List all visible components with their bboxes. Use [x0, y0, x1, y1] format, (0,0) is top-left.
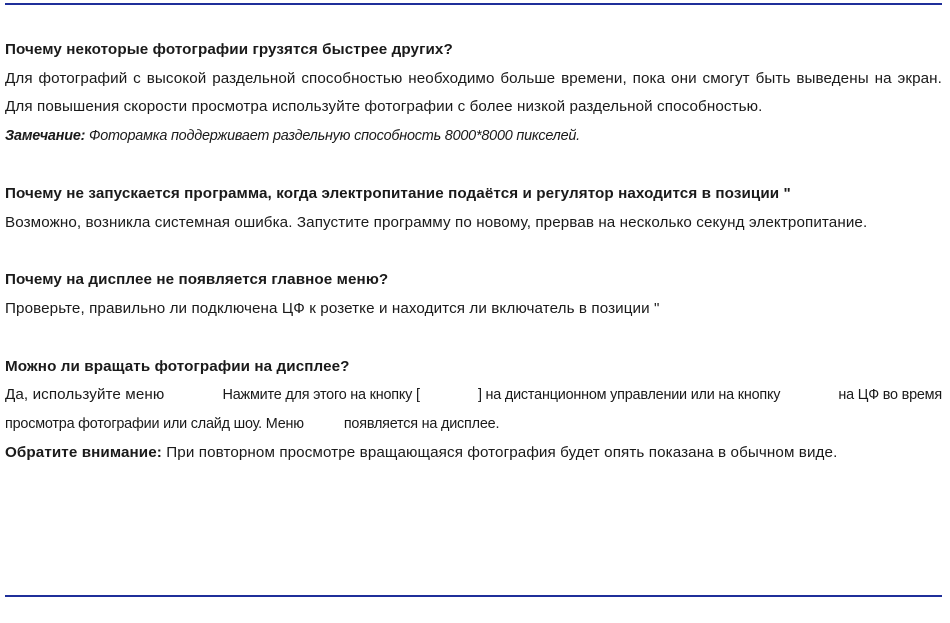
answer-part-d: на ЦФ во время	[838, 387, 942, 404]
faq-answer-1: Для фотографий с высокой раздельной способностью необходимо больше времени, пока они смогут быть выведены на экран. Для повышения скорости просмотра используйте фотографии с более низкой раздельной способностью.	[5, 69, 942, 116]
faq-answer-3: Проверьте, правильно ли подключена ЦФ к розетке и находится ли включатель в позиции "	[5, 299, 660, 317]
answer-part-c: ] на дистанционном управлении или на кнопку	[477, 387, 781, 404]
answer-part-f: появляется на дисплее.	[343, 416, 500, 433]
faq-question-4: Можно ли вращать фотографии на дисплее?	[5, 357, 350, 375]
faq-question-2: Почему не запускается программа, когда электропитание подаётся и регулятор находится в позиции "	[5, 184, 791, 202]
answer-part-e: просмотра фотографии или слайд шоу. Меню	[5, 416, 304, 433]
faq-content	[5, 36, 942, 467]
spacer	[5, 237, 942, 266]
faq-attention-4	[5, 439, 942, 468]
faq-answer-2: Возможно, возникла системная ошибка. Запустите программу по новому, прервав на несколько секунд электропитание.	[5, 213, 868, 231]
faq-answer-4-line-2	[5, 410, 942, 439]
bottom-rule	[5, 595, 942, 597]
note-text: Фоторамка поддерживает раздельную способность 8000*8000 пикселей.	[85, 128, 580, 145]
attention-label: Обратите внимание:	[5, 443, 162, 461]
faq-question-1: Почему некоторые фотографии грузятся быстрее других?	[5, 41, 453, 58]
faq-answer-4-line-1	[5, 381, 942, 410]
answer-part-a: Да, используйте меню	[5, 386, 165, 404]
spacer	[5, 324, 942, 353]
faq-question-3: Почему на дисплее не появляется главное меню?	[5, 271, 389, 289]
faq-note-1	[5, 122, 942, 151]
top-rule	[5, 3, 942, 5]
answer-part-b: Нажмите для этого на кнопку [	[222, 387, 420, 404]
note-label: Замечание:	[5, 128, 86, 145]
spacer	[5, 151, 942, 180]
attention-text: При повторном просмотре вращающаяся фотография будет опять показана в обычном виде.	[161, 443, 838, 461]
